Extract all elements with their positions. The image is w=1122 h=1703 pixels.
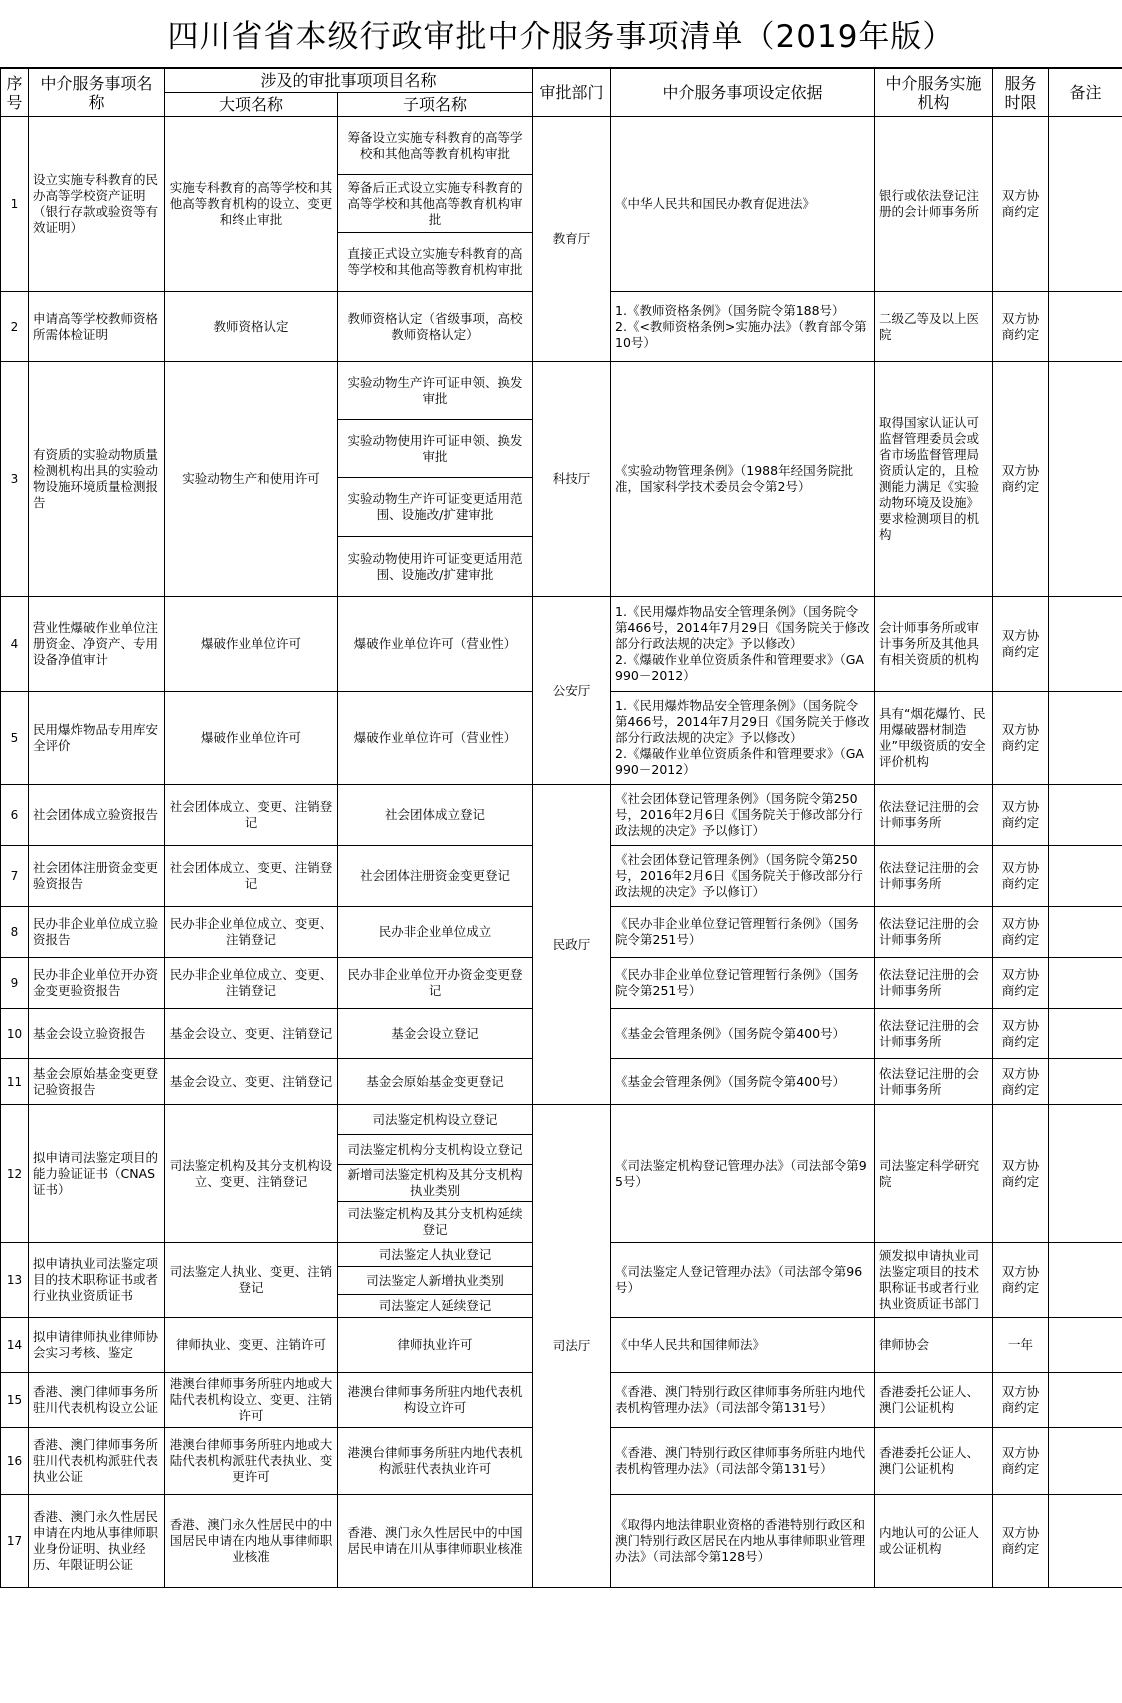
header-seq: 序号: [1, 69, 29, 117]
service-org: 依法登记注册的会计师事务所: [875, 1009, 993, 1059]
major-item: 民办非企业单位成立、变更、注销登记: [165, 907, 338, 958]
service-name: 拟申请律师执业律师协会实习考核、鉴定: [29, 1318, 165, 1373]
service-name: 营业性爆破作业单位注册资金、净资产、专用设备净值审计: [29, 597, 165, 692]
service-basis: 《基金会管理条例》（国务院令第400号）: [611, 1059, 875, 1105]
service-org: 香港委托公证人、澳门公证机构: [875, 1428, 993, 1495]
note: [1049, 692, 1122, 785]
header-dept: 审批部门: [533, 69, 611, 117]
service-basis: 《基金会管理条例》（国务院令第400号）: [611, 1009, 875, 1059]
service-basis: 1.《民用爆炸物品安全管理条例》（国务院令第466号，2014年7月29日《国务院关于修改部分行政法规的决定》予以修改） 2.《爆破作业单位资质条件和管理要求》（GA990－2012）: [611, 597, 875, 692]
header-sub: 子项名称: [338, 93, 533, 117]
sub-item: 实验动物使用许可证申领、换发审批: [338, 420, 533, 478]
sub-item: 司法鉴定人延续登记: [338, 1295, 533, 1318]
note: [1049, 1428, 1122, 1495]
service-name: 民办非企业单位开办资金变更验资报告: [29, 958, 165, 1009]
service-name: 设立实施专科教育的民办高等学校资产证明（银行存款或验资等有效证明）: [29, 117, 165, 292]
header-note: 备注: [1049, 69, 1122, 117]
service-org: 依法登记注册的会计师事务所: [875, 846, 993, 907]
service-org: 颁发拟申请执业司法鉴定项目的技术职称证书或者行业执业资质证书部门: [875, 1243, 993, 1318]
sub-item: 司法鉴定机构设立登记: [338, 1105, 533, 1135]
service-time: 双方协商约定: [993, 1009, 1049, 1059]
table-row: [1, 362, 1122, 420]
sub-item: 实验动物使用许可证变更适用范围、设施改/扩建审批: [338, 537, 533, 597]
major-item: 实施专科教育的高等学校和其他高等教育机构的设立、变更和终止审批: [165, 117, 338, 292]
table-body: [1, 69, 1122, 1588]
row-number: 7: [1, 846, 29, 907]
major-item: 律师执业、变更、注销许可: [165, 1318, 338, 1373]
service-org: 司法鉴定科学研究院: [875, 1105, 993, 1243]
major-item: 港澳台律师事务所驻内地或大陆代表机构派驻代表执业、变更许可: [165, 1428, 338, 1495]
note: [1049, 1495, 1122, 1588]
sub-item: 社会团体成立登记: [338, 785, 533, 846]
sub-item: 司法鉴定人执业登记: [338, 1243, 533, 1267]
header-related-items: 涉及的审批事项项目名称: [165, 69, 533, 93]
service-org: 依法登记注册的会计师事务所: [875, 958, 993, 1009]
service-name: 香港、澳门律师事务所驻川代表机构派驻代表执业公证: [29, 1428, 165, 1495]
row-number: 2: [1, 292, 29, 362]
header-time: 服务时限: [993, 69, 1049, 117]
sub-item: 律师执业许可: [338, 1318, 533, 1373]
service-basis: 《取得内地法律职业资格的香港特别行政区和澳门特别行政区居民在内地从事律师职业管理办法》（司法部令第128号）: [611, 1495, 875, 1588]
sub-item: 社会团体注册资金变更登记: [338, 846, 533, 907]
note: [1049, 1318, 1122, 1373]
service-org: 取得国家认证认可监督管理委员会或省市场监督管理局资质认定的，且检测能力满足《实验动物环境及设施》要求检测项目的机构: [875, 362, 993, 597]
row-number: 1: [1, 117, 29, 292]
service-org: 香港委托公证人、澳门公证机构: [875, 1373, 993, 1428]
service-time: 双方协商约定: [993, 785, 1049, 846]
major-item: 香港、澳门永久性居民中的中国居民申请在内地从事律师职业核准: [165, 1495, 338, 1588]
service-name: 民办非企业单位成立验资报告: [29, 907, 165, 958]
row-number: 8: [1, 907, 29, 958]
sub-item: 实验动物生产许可证变更适用范围、设施改/扩建审批: [338, 478, 533, 537]
table-row: [1, 597, 1122, 692]
service-name: 民用爆炸物品专用库安全评价: [29, 692, 165, 785]
service-time: 双方协商约定: [993, 117, 1049, 292]
note: [1049, 907, 1122, 958]
major-item: 司法鉴定人执业、变更、注销登记: [165, 1243, 338, 1318]
sub-item: 港澳台律师事务所驻内地代表机构设立许可: [338, 1373, 533, 1428]
note: [1049, 362, 1122, 597]
sub-item: 民办非企业单位成立: [338, 907, 533, 958]
service-org: 内地认可的公证人或公证机构: [875, 1495, 993, 1588]
service-org: 律师协会: [875, 1318, 993, 1373]
service-basis: 《司法鉴定机构登记管理办法》（司法部令第95号）: [611, 1105, 875, 1243]
sub-item: 新增司法鉴定机构及其分支机构执业类别: [338, 1165, 533, 1202]
sub-item: 爆破作业单位许可（营业性）: [338, 597, 533, 692]
service-time: 双方协商约定: [993, 958, 1049, 1009]
major-item: 教师资格认定: [165, 292, 338, 362]
service-time: 双方协商约定: [993, 292, 1049, 362]
service-name: 拟申请司法鉴定项目的能力验证证书（CNAS证书）: [29, 1105, 165, 1243]
major-item: 基金会设立、变更、注销登记: [165, 1059, 338, 1105]
row-number: 12: [1, 1105, 29, 1243]
service-basis: 《民办非企业单位登记管理暂行条例》（国务院令第251号）: [611, 907, 875, 958]
note: [1049, 117, 1122, 292]
note: [1049, 1009, 1122, 1059]
note: [1049, 597, 1122, 692]
approval-dept: 司法厅: [533, 1105, 611, 1588]
row-number: 14: [1, 1318, 29, 1373]
service-name: 香港、澳门律师事务所驻川代表机构设立公证: [29, 1373, 165, 1428]
service-time: 双方协商约定: [993, 597, 1049, 692]
service-name: 社会团体成立验资报告: [29, 785, 165, 846]
row-number: 15: [1, 1373, 29, 1428]
service-org: 依法登记注册的会计师事务所: [875, 785, 993, 846]
service-time: 一年: [993, 1318, 1049, 1373]
header-service-name: 中介服务事项名称: [29, 69, 165, 117]
major-item: 实验动物生产和使用许可: [165, 362, 338, 597]
service-basis: 《实验动物管理条例》（1988年经国务院批准，国家科学技术委员会令第2号）: [611, 362, 875, 597]
major-item: 基金会设立、变更、注销登记: [165, 1009, 338, 1059]
service-time: 双方协商约定: [993, 1495, 1049, 1588]
sub-item: 司法鉴定机构分支机构设立登记: [338, 1135, 533, 1165]
service-org: 银行或依法登记注册的会计师事务所: [875, 117, 993, 292]
service-time: 双方协商约定: [993, 1105, 1049, 1243]
row-number: 4: [1, 597, 29, 692]
note: [1049, 1373, 1122, 1428]
service-basis: 《中华人民共和国律师法》: [611, 1318, 875, 1373]
service-time: 双方协商约定: [993, 1373, 1049, 1428]
approval-dept: 教育厅: [533, 117, 611, 362]
service-time: 双方协商约定: [993, 1059, 1049, 1105]
service-name: 申请高等学校教师资格所需体检证明: [29, 292, 165, 362]
service-basis: 《香港、澳门特别行政区律师事务所驻内地代表机构管理办法》（司法部令第131号）: [611, 1428, 875, 1495]
row-number: 11: [1, 1059, 29, 1105]
table-row: [1, 117, 1122, 175]
table-row: [1, 785, 1122, 846]
note: [1049, 1059, 1122, 1105]
service-basis: 《社会团体登记管理条例》（国务院令第250号，2016年2月6日《国务院关于修改部分行政法规的决定》予以修订）: [611, 785, 875, 846]
sub-item: 司法鉴定机构及其分支机构延续登记: [338, 1202, 533, 1243]
sub-item: 直接正式设立实施专科教育的高等学校和其他高等教育机构审批: [338, 233, 533, 292]
sub-item: 基金会原始基金变更登记: [338, 1059, 533, 1105]
sub-item: 筹备后正式设立实施专科教育的高等学校和其他高等教育机构审批: [338, 175, 533, 233]
note: [1049, 785, 1122, 846]
header-major: 大项名称: [165, 93, 338, 117]
service-time: 双方协商约定: [993, 1428, 1049, 1495]
sub-item: 爆破作业单位许可（营业性）: [338, 692, 533, 785]
service-org: 二级乙等及以上医院: [875, 292, 993, 362]
row-number: 5: [1, 692, 29, 785]
service-name: 有资质的实验动物质量检测机构出具的实验动物设施环境质量检测报告: [29, 362, 165, 597]
table-row: [1, 1105, 1122, 1135]
service-basis: 《中华人民共和国民办教育促进法》: [611, 117, 875, 292]
service-basis: 《民办非企业单位登记管理暂行条例》（国务院令第251号）: [611, 958, 875, 1009]
service-basis: 《香港、澳门特别行政区律师事务所驻内地代表机构管理办法》（司法部令第131号）: [611, 1373, 875, 1428]
service-name: 基金会原始基金变更登记验资报告: [29, 1059, 165, 1105]
sub-item: 民办非企业单位开办资金变更登记: [338, 958, 533, 1009]
service-time: 双方协商约定: [993, 846, 1049, 907]
row-number: 16: [1, 1428, 29, 1495]
major-item: 社会团体成立、变更、注销登记: [165, 785, 338, 846]
approval-dept: 民政厅: [533, 785, 611, 1105]
service-name: 香港、澳门永久性居民申请在内地从事律师职业身份证明、执业经历、年限证明公证: [29, 1495, 165, 1588]
service-org: 依法登记注册的会计师事务所: [875, 1059, 993, 1105]
note: [1049, 292, 1122, 362]
sub-item: 港澳台律师事务所驻内地代表机构派驻代表执业许可: [338, 1428, 533, 1495]
sub-item: 司法鉴定人新增执业类别: [338, 1267, 533, 1295]
service-basis: 1.《民用爆炸物品安全管理条例》（国务院令第466号，2014年7月29日《国务院关于修改部分行政法规的决定》予以修改） 2.《爆破作业单位资质条件和管理要求》（GA990－2012）: [611, 692, 875, 785]
note: [1049, 958, 1122, 1009]
row-number: 3: [1, 362, 29, 597]
service-time: 双方协商约定: [993, 692, 1049, 785]
service-basis: 1.《教师资格条例》（国务院令第188号） 2.《<教师资格条例>实施办法》（教育部令第10号）: [611, 292, 875, 362]
row-number: 17: [1, 1495, 29, 1588]
sub-item: 香港、澳门永久性居民中的中国居民申请在川从事律师职业核准: [338, 1495, 533, 1588]
service-time: 双方协商约定: [993, 907, 1049, 958]
service-basis: 《社会团体登记管理条例》（国务院令第250号，2016年2月6日《国务院关于修改部分行政法规的决定》予以修订）: [611, 846, 875, 907]
service-basis: 《司法鉴定人登记管理办法》（司法部令第96号）: [611, 1243, 875, 1318]
page-title: 四川省省本级行政审批中介服务事项清单（2019年版）: [0, 0, 1122, 68]
row-number: 13: [1, 1243, 29, 1318]
header-org: 中介服务实施机构: [875, 69, 993, 117]
note: [1049, 1105, 1122, 1243]
service-name: 社会团体注册资金变更验资报告: [29, 846, 165, 907]
row-number: 10: [1, 1009, 29, 1059]
major-item: 爆破作业单位许可: [165, 692, 338, 785]
sub-item: 实验动物生产许可证申领、换发审批: [338, 362, 533, 420]
major-item: 司法鉴定机构及其分支机构设立、变更、注销登记: [165, 1105, 338, 1243]
sub-item: 基金会设立登记: [338, 1009, 533, 1059]
note: [1049, 846, 1122, 907]
major-item: 社会团体成立、变更、注销登记: [165, 846, 338, 907]
major-item: 爆破作业单位许可: [165, 597, 338, 692]
row-number: 9: [1, 958, 29, 1009]
service-list-table: [0, 68, 1122, 1588]
service-org: 会计师事务所或审计事务所及其他具有相关资质的机构: [875, 597, 993, 692]
service-name: 基金会设立验资报告: [29, 1009, 165, 1059]
approval-dept: 公安厅: [533, 597, 611, 785]
header-basis: 中介服务事项设定依据: [611, 69, 875, 117]
header-row: [1, 69, 1122, 93]
major-item: 港澳台律师事务所驻内地或大陆代表机构设立、变更、注销许可: [165, 1373, 338, 1428]
service-name: 拟申请执业司法鉴定项目的技术职称证书或者行业执业资质证书: [29, 1243, 165, 1318]
service-time: 双方协商约定: [993, 362, 1049, 597]
major-item: 民办非企业单位成立、变更、注销登记: [165, 958, 338, 1009]
service-time: 双方协商约定: [993, 1243, 1049, 1318]
sub-item: 教师资格认定（省级事项，高校教师资格认定）: [338, 292, 533, 362]
service-org: 依法登记注册的会计师事务所: [875, 907, 993, 958]
sub-item: 筹备设立实施专科教育的高等学校和其他高等教育机构审批: [338, 117, 533, 175]
note: [1049, 1243, 1122, 1318]
service-org: 具有“烟花爆竹、民用爆破器材制造业”甲级资质的安全评价机构: [875, 692, 993, 785]
approval-dept: 科技厅: [533, 362, 611, 597]
row-number: 6: [1, 785, 29, 846]
